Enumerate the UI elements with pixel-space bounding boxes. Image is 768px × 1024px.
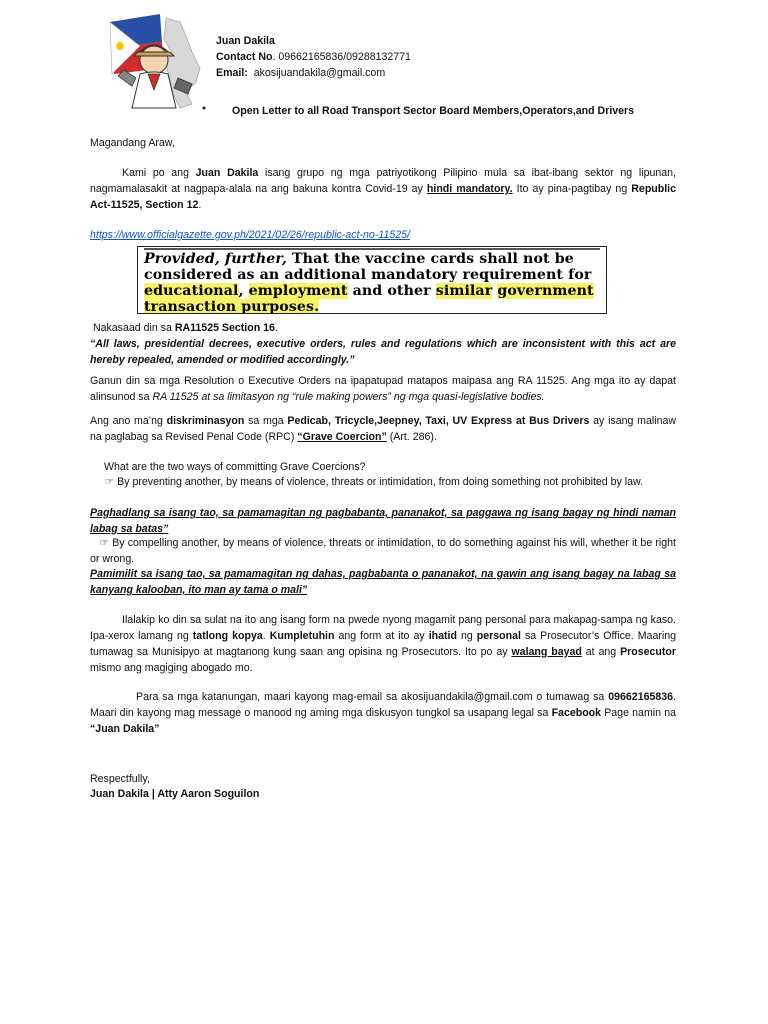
three-copies: tatlong kopya <box>192 629 263 642</box>
section16-paragraph <box>90 321 676 369</box>
clip-government: government <box>497 283 594 299</box>
p5-sep: . <box>262 629 270 642</box>
contact-line <box>216 50 411 66</box>
p1-text-3: Ito ay pina-pagtibay ng <box>512 182 632 195</box>
contact-label: Contact No <box>216 50 273 63</box>
p5-text-6: mismo ang magiging abogado mo. <box>90 661 253 674</box>
p6-text: Para sa mga katanungan, maari kayong mag-email sa akosijuandakila@gmail.com o tumawag sa <box>136 691 609 703</box>
p5-text: Ilalakip ko din sa sulat na ito ang isang form na pwede nyong magamit pang personal para makapag-sampa ng kaso. Ipa-xerox lamang ng <box>90 614 676 642</box>
deliver-word: ihatid <box>428 629 457 642</box>
personal-word: personal <box>476 629 521 642</box>
coercion-way-2 <box>90 536 676 568</box>
p5-text-4: sa Prosecutor’s Office. Maaring tumawag sa Munisipyo at magtanong kung saan ang opisina ng Prosecutors. Ito po ay <box>90 629 677 658</box>
p6-text-3: Page namin na <box>601 706 676 719</box>
p5-text-3: ng <box>456 629 477 642</box>
p4-text: Ang ano ma’ng <box>90 415 167 427</box>
p5-text-2: ang form at ito ay <box>334 629 429 642</box>
clip-line-4 <box>144 299 600 314</box>
form-instructions-paragraph <box>90 613 676 677</box>
resolution-paragraph <box>90 374 676 406</box>
contact-value: . 09662165836/09288132771 <box>272 50 411 63</box>
not-mandatory-text: hindi mandatory. <box>426 182 513 195</box>
p1-text-2: isang grupo ng mga patriyotikong Pilipino mula sa ibat-ibang sektor ng lipunan, nagmamalasakit at nagpapa-alala na ang bakuna kontra Covid-19 ay <box>90 167 676 195</box>
p4-text-3: ay isang malinaw na paglabag sa Revised Penal Code (RPC) <box>90 415 676 443</box>
way-1-tagalog: Paghadlang sa isang tao, sa pamamagitan ng pagbabanta, pananakot, sa paggawa ng isang bagay ng hindi naman labag sa batas” <box>90 507 676 535</box>
intro-paragraph <box>90 166 676 214</box>
coercion-way-1-tagalog <box>90 506 676 538</box>
p2-text: Nakasaad din sa <box>92 322 175 334</box>
page-name: “Juan Dakila” <box>90 722 160 735</box>
prosecutor-word: Prosecutor <box>620 645 676 658</box>
facebook-word: Facebook <box>551 706 602 719</box>
coercion-way-2-tagalog <box>90 567 676 599</box>
clip-line-3 <box>144 283 600 299</box>
gazette-link[interactable]: https://www.officialgazette.gov.ph/2021/02/26/republic-act-no-11525/ <box>90 229 410 241</box>
discrimination-word: diskriminasyon <box>166 415 245 427</box>
clip-similar: similar <box>435 283 493 299</box>
sender-name: Juan Dakila <box>216 35 275 47</box>
juan-dakila-logo <box>100 12 210 112</box>
p3-italic: RA 11525 at sa limitasyon ng “rule making powers” ng mga quasi-legislative bodies. <box>152 390 545 403</box>
letter-subject: Open Letter to all Road Transport Sector Board Members,Operators,and Drivers <box>232 105 635 117</box>
email-label: Email: <box>216 66 248 79</box>
clip-transaction: transaction purposes. <box>144 299 320 314</box>
email-value: akosijuandakila@gmail.com <box>253 66 386 79</box>
p2-period: . <box>274 322 278 334</box>
way-2-english: ☞ By compelling another, by means of violence, threats or intimidation, to do something against his will, whether it be right or wrong. <box>90 537 676 565</box>
p6-text-2: . Maari din kayong mag message o manood ng aming mga diskusyon tungkol sa usapang legal sa <box>90 691 676 719</box>
group-name: Juan Dakila <box>195 167 259 179</box>
contact-number: 09662165836 <box>608 691 674 703</box>
clip-line-1 <box>144 251 600 267</box>
p1-period: . <box>198 198 202 211</box>
gazette-link-row <box>90 228 676 244</box>
contact-paragraph <box>90 690 676 738</box>
drivers-list: Pedicab, Tricycle,Jeepney, Taxi, UV Express at Bus Drivers <box>287 415 590 427</box>
coercion-question: What are the two ways of committing Grave Coercions? <box>104 461 366 473</box>
closing: Respectfully, <box>90 773 150 785</box>
section16-quote: “All laws, presidential decrees, executive orders, rules and regulations which are inconsistent with this act are hereby repealed, amended or modified accordingly.” <box>90 337 676 366</box>
sender-header <box>216 34 411 82</box>
signature: Juan Dakila | Atty Aaron Soguilon <box>90 788 260 800</box>
clip-and-other: and other <box>347 283 436 299</box>
law-excerpt-image <box>137 246 607 314</box>
p3-text: Ganun din sa mga Resolution o Executive Orders na ipapatupad matapos maipasa ang RA 11525. Ang mga ito ay dapat alinsunod sa <box>90 375 676 403</box>
republic-act-ref: Republic Act-11525, Section 12 <box>90 182 677 211</box>
p4-text-2: sa mga <box>244 415 288 427</box>
email-line <box>216 66 411 82</box>
greeting: Magandang Araw, <box>90 137 175 149</box>
clip-cut-edge <box>144 246 600 250</box>
clip-sep: , <box>238 283 249 299</box>
clip-educational: educational <box>144 283 239 299</box>
grave-coercion-term: “Grave Coercion” <box>297 430 387 443</box>
complete-word: Kumpletuhin <box>269 629 335 642</box>
p5-text-5: at ang <box>581 645 621 658</box>
coercion-way-1 <box>90 475 676 491</box>
free-of-charge: walang bayad <box>511 645 582 658</box>
clip-provided: Provided, further, <box>144 251 287 267</box>
clip-employment: employment <box>248 283 348 299</box>
p4-article: (Art. 286). <box>386 430 437 443</box>
clip-line-1-text: That the vaccine cards shall not be <box>286 251 574 267</box>
clip-line-2: considered as an additional mandatory requirement for <box>144 267 592 283</box>
section16-ref: RA11525 Section 16 <box>174 322 275 334</box>
p1-text: Kami po ang <box>122 167 196 179</box>
way-2-tagalog: Pamimilit sa isang tao, sa pamamagitan ng dahas, pagbabanta o pananakot, na gawin ang isang bagay na labag sa kanyang kalooban, ito man ay tama o mali” <box>90 568 676 596</box>
discrimination-paragraph <box>90 414 676 446</box>
way-1-english: ☞ By preventing another, by means of violence, threats or intimidation, from doing something not prohibited by law. <box>104 476 644 488</box>
